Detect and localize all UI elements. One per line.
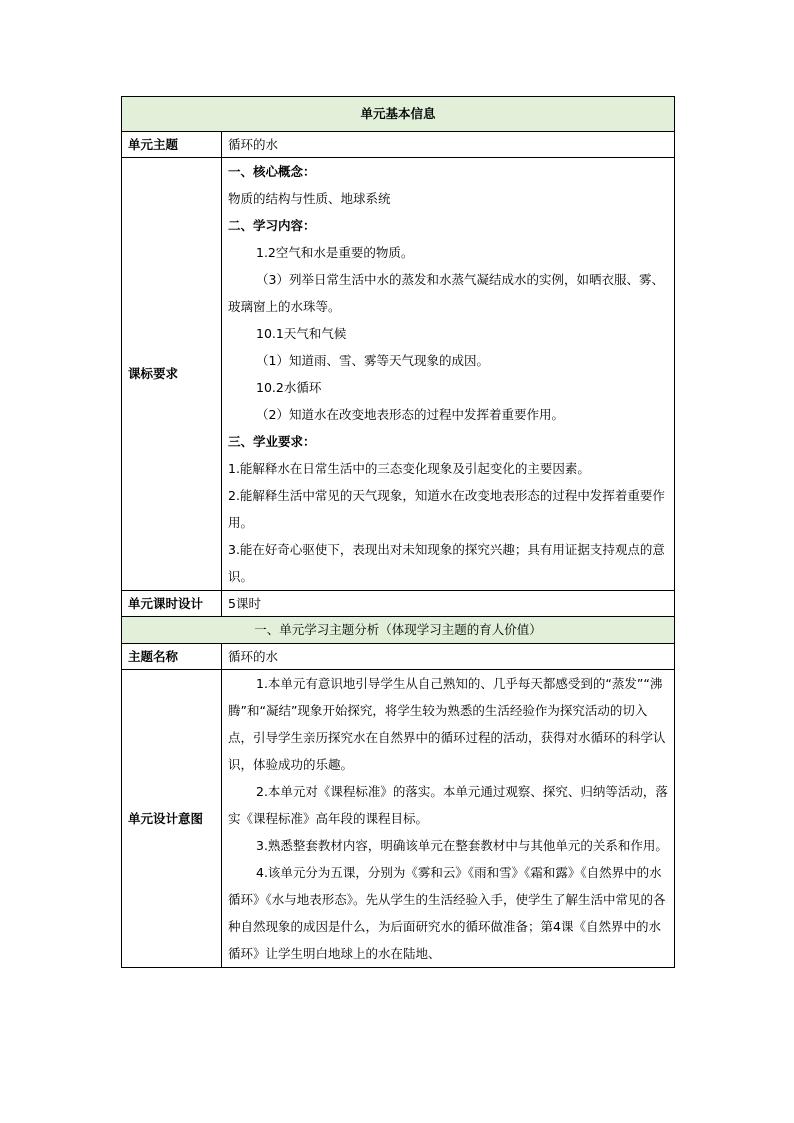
design-paragraph: 3.熟悉整套教材内容，明确该单元在整套教材中与其他单元的关系和作用。 — [256, 838, 668, 853]
design-paragraph: 1.本单元有意识地引导学生从自己熟知的、几乎每天都感受到的“蒸发”“沸腾”和“凝结”现象开始探究，将学生较为熟悉的生活经验作为探究活动的切入点，引导学生亲历探究水在自然界中的循环过程的活动，获得对水循环的科学认识，体验成功的乐趣。 — [228, 676, 666, 772]
design-paragraph: 2.本单元对《课程标准》的落实。本单元通过观察、探究、归纳等活动，落实《课程标准》高年段的课程目标。 — [228, 784, 668, 826]
standards-line: 三、学业要求： — [228, 434, 316, 449]
standards-line: 1.2空气和水是重要的物质。 — [256, 245, 414, 260]
standards-line: 10.2水循环 — [256, 380, 322, 395]
unit-info-table — [121, 96, 675, 968]
table-title: 单元基本信息 — [122, 97, 675, 132]
standards-line: 物质的结构与性质、地球系统 — [228, 191, 391, 206]
standards-line: （1）知道雨、雪、雾等天气现象的成因。 — [256, 353, 489, 368]
design-intent-content — [222, 670, 675, 968]
standards-line: 二、学习内容： — [228, 218, 316, 233]
topic-name-value: 循环的水 — [222, 644, 675, 670]
design-paragraph: 4.该单元分为五课，分别为《雾和云》《雨和雪》《霜和露》《自然界中的水循环》《水与地表形态》。先从学生的生活经验入手，使学生了解生活中常见的各种自然现象的成因是什么，为后面研究水的循环做准备；第4课《自然界中的水循环》让学生明白地球上的水在陆地、 — [228, 865, 666, 961]
topic-name-label: 主题名称 — [122, 644, 222, 670]
standards-line: 1.能解释水在日常生活中的三态变化现象及引起变化的主要因素。 — [228, 461, 590, 476]
hours-value: 5课时 — [222, 591, 675, 617]
section-heading: 一、单元学习主题分析（体现学习主题的育人价值） — [122, 617, 675, 644]
standards-line: （2）知道水在改变地表形态的过程中发挥着重要作用。 — [256, 407, 564, 422]
standards-line: （3）列举日常生活中水的蒸发和水蒸气凝结成水的实例，如晒衣服、雾、玻璃窗上的水珠等。 — [228, 272, 664, 314]
theme-label: 单元主题 — [122, 132, 222, 158]
standards-content — [222, 158, 675, 591]
standards-line: 2.能解释生活中常见的天气现象，知道水在改变地表形态的过程中发挥着重要作用。 — [228, 488, 665, 530]
hours-label: 单元课时设计 — [122, 591, 222, 617]
theme-value: 循环的水 — [222, 132, 675, 158]
standards-line: 一、核心概念： — [228, 164, 316, 179]
standards-line: 10.1天气和气候 — [256, 326, 347, 341]
design-intent-label: 单元设计意图 — [122, 670, 222, 968]
standards-line: 3.能在好奇心驱使下，表现出对未知现象的探究兴趣；具有用证据支持观点的意识。 — [228, 542, 665, 584]
standards-label: 课标要求 — [122, 158, 222, 591]
